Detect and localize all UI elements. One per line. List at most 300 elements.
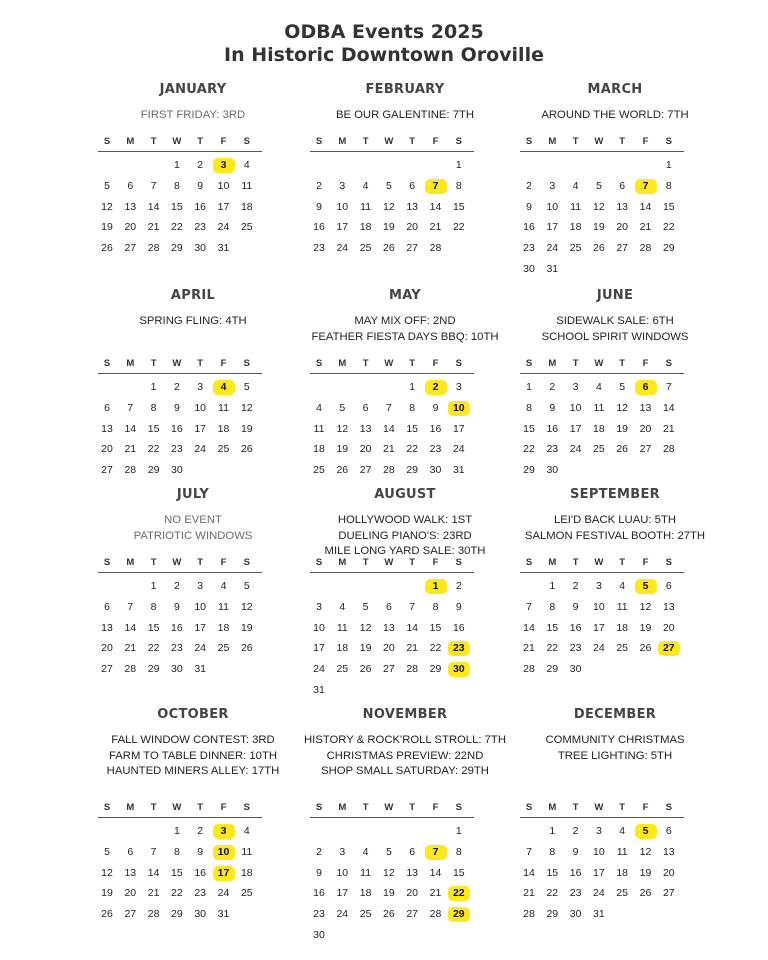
month-name: SEPTEMBER <box>570 487 660 502</box>
day-cell: 21 <box>639 221 652 234</box>
day-cell: 22 <box>171 221 183 234</box>
day-cell: 22 <box>147 642 160 655</box>
day-cell: 25 <box>359 242 372 255</box>
month-name: NOVEMBER <box>362 707 448 722</box>
day-cell: 11 <box>241 179 253 192</box>
day-cell-event: 29 <box>448 907 470 922</box>
day-cell: 23 <box>569 887 582 900</box>
day-cell: 23 <box>171 443 183 456</box>
day-cell: 20 <box>383 642 395 655</box>
day-cell: 14 <box>124 422 137 435</box>
day-cell: 1 <box>150 381 157 393</box>
event-line: SALMON FESTIVAL BOOTH: 27TH <box>524 529 706 542</box>
day-cell: 18 <box>359 221 372 234</box>
day-cell: 9 <box>572 845 579 858</box>
day-cell: 22 <box>662 221 675 234</box>
day-cell: 17 <box>593 866 605 879</box>
event-line: SCHOOL SPIRIT WINDOWS <box>541 330 689 343</box>
day-cell: 19 <box>383 221 395 234</box>
day-cell: 12 <box>639 845 652 858</box>
day-cell: 23 <box>313 242 325 255</box>
weekday-label: W <box>594 802 604 813</box>
day-cell: 8 <box>173 179 180 192</box>
day-cell: 11 <box>616 845 628 858</box>
day-cell: 2 <box>316 845 322 858</box>
day-cell: 19 <box>616 422 629 435</box>
day-cell: 4 <box>572 179 579 192</box>
weekday-label: T <box>197 802 204 813</box>
day-cell: 28 <box>147 242 160 255</box>
weekday-label: M <box>126 136 135 147</box>
weekday-label: W <box>384 802 394 813</box>
weekday-label: T <box>197 557 204 568</box>
day-cell-event: 5 <box>635 824 657 839</box>
weekday-header <box>310 802 476 816</box>
day-cell: 23 <box>194 221 207 234</box>
weekday-header <box>520 802 686 816</box>
weekday-rule <box>98 151 262 152</box>
day-cell: 14 <box>147 200 160 213</box>
day-cell: 25 <box>217 443 230 456</box>
day-cell: 11 <box>593 401 605 414</box>
day-cell: 29 <box>171 242 183 255</box>
day-cell: 5 <box>104 179 110 192</box>
weekday-label: F <box>642 358 649 369</box>
weekday-label: T <box>197 358 204 369</box>
weekday-label: F <box>642 136 649 147</box>
day-cell: 4 <box>339 600 346 613</box>
month-name: JANUARY <box>159 82 227 97</box>
day-cell: 25 <box>240 221 253 234</box>
day-cell: 5 <box>104 845 110 858</box>
day-cell: 13 <box>639 401 652 414</box>
weekday-label: T <box>362 136 369 147</box>
day-cell: 28 <box>406 663 419 676</box>
day-cell: 30 <box>194 242 207 255</box>
weekday-label: F <box>220 136 227 147</box>
day-cell: 9 <box>197 179 204 192</box>
day-cell: 14 <box>124 621 137 634</box>
day-cell: 27 <box>406 908 419 921</box>
day-cell: 3 <box>197 381 204 393</box>
day-cell: 17 <box>336 221 349 234</box>
day-cell: 30 <box>569 663 582 676</box>
day-cell: 21 <box>406 642 419 655</box>
day-cell: 19 <box>240 621 253 634</box>
day-cell: 2 <box>455 580 462 592</box>
day-cell: 5 <box>385 179 392 192</box>
day-cell: 2 <box>173 381 180 393</box>
day-cell: 13 <box>616 200 629 213</box>
day-cell: 21 <box>124 443 137 456</box>
weekday-rule <box>98 817 262 818</box>
day-cell: 29 <box>546 663 559 676</box>
month-name: JUNE <box>596 288 634 303</box>
day-cell-event: 4 <box>213 380 235 395</box>
weekday-label: S <box>665 557 672 568</box>
day-cell: 10 <box>313 621 325 634</box>
month-events <box>290 314 520 345</box>
weekday-label: W <box>172 557 182 568</box>
day-cell: 24 <box>546 242 559 255</box>
day-cell: 20 <box>101 443 113 456</box>
day-cell: 14 <box>662 401 675 414</box>
day-cell: 26 <box>101 908 113 921</box>
day-cell: 21 <box>523 642 535 655</box>
day-cell: 22 <box>171 887 183 900</box>
day-cell: 16 <box>171 422 183 435</box>
weekday-label: S <box>525 136 533 147</box>
day-cell: 12 <box>359 621 372 634</box>
event-line: HAUNTED MINERS ALLEY: 17TH <box>106 765 280 777</box>
event-line: TREE LIGHTING: 5TH <box>557 749 673 762</box>
day-cell: 9 <box>316 200 322 213</box>
day-cell: 1 <box>173 159 180 171</box>
day-cell: 10 <box>593 845 605 858</box>
day-cell: 9 <box>572 600 579 613</box>
day-cell: 1 <box>150 580 157 592</box>
weekday-label: S <box>455 358 462 369</box>
day-cell: 24 <box>217 887 230 900</box>
weekday-label: W <box>172 358 182 369</box>
weekday-label: T <box>572 557 579 568</box>
day-cell: 17 <box>569 422 582 435</box>
day-cell: 12 <box>101 866 113 879</box>
day-cell: 4 <box>220 580 227 592</box>
day-cell: 5 <box>243 580 250 592</box>
day-cell: 6 <box>127 179 134 192</box>
weekday-label: S <box>525 358 533 369</box>
weekday-label: S <box>243 557 250 568</box>
day-cell: 26 <box>616 443 629 456</box>
day-cell: 26 <box>240 642 253 655</box>
day-cell: 21 <box>662 422 675 435</box>
day-cell-event: 7 <box>635 179 657 194</box>
day-cell: 12 <box>383 200 395 213</box>
day-cell: 11 <box>360 200 372 213</box>
day-cell: 1 <box>526 381 532 393</box>
day-cell: 29 <box>406 464 419 477</box>
day-cell: 15 <box>171 200 183 213</box>
day-cell: 29 <box>429 663 442 676</box>
day-cell: 28 <box>124 464 137 477</box>
weekday-label: W <box>594 557 604 568</box>
weekday-label: T <box>619 802 626 813</box>
day-cell: 26 <box>593 242 605 255</box>
day-cell: 23 <box>313 908 325 921</box>
event-line: CHRISTMAS PREVIEW: 22ND <box>326 749 484 762</box>
day-cell: 5 <box>595 179 602 192</box>
day-cell: 1 <box>455 825 462 837</box>
weekday-label: T <box>150 358 157 369</box>
day-cell: 11 <box>336 621 348 634</box>
day-cell: 30 <box>429 464 442 477</box>
day-cell: 8 <box>150 600 157 613</box>
day-cell: 10 <box>194 600 207 613</box>
weekday-label: S <box>243 802 250 813</box>
day-cell: 16 <box>569 621 582 634</box>
day-cell: 20 <box>406 221 419 234</box>
day-cell: 2 <box>173 580 180 592</box>
day-cell: 30 <box>523 263 535 275</box>
weekday-rule <box>520 817 684 818</box>
month-name: APRIL <box>170 288 216 303</box>
weekday-label: F <box>220 557 227 568</box>
day-cell: 8 <box>665 179 672 192</box>
day-cell-event: 10 <box>448 401 470 416</box>
weekday-label: T <box>619 136 626 147</box>
day-cell: 10 <box>217 179 230 192</box>
day-cell: 16 <box>313 221 325 234</box>
day-cell: 4 <box>316 401 322 414</box>
day-cell: 29 <box>171 908 183 921</box>
weekday-label: W <box>594 136 604 147</box>
weekday-label: F <box>220 802 227 813</box>
weekday-label: S <box>103 358 111 369</box>
day-cell-event: 3 <box>213 824 235 839</box>
weekday-label: S <box>525 802 533 813</box>
day-cell: 29 <box>147 464 160 477</box>
day-cell: 23 <box>546 443 559 456</box>
day-cell: 8 <box>455 845 462 858</box>
day-cell: 9 <box>197 845 204 858</box>
day-cell: 27 <box>124 242 137 255</box>
weekday-rule <box>310 572 474 573</box>
day-cell: 21 <box>147 887 160 900</box>
month-name: FEBRUARY <box>365 82 445 97</box>
day-cell: 4 <box>619 580 626 592</box>
event-line: SPRING FLING: 4TH <box>139 315 247 327</box>
weekday-label: T <box>409 136 416 147</box>
day-cell: 19 <box>639 866 652 879</box>
weekday-rule <box>310 817 474 818</box>
day-cell-event: 23 <box>448 641 470 656</box>
day-cell: 25 <box>616 642 629 655</box>
event-line: HOLLYWOOD WALK: 1ST <box>337 514 473 526</box>
day-cell: 16 <box>429 422 442 435</box>
event-line: FIRST FRIDAY: 3RD <box>140 109 246 121</box>
weekday-rule <box>310 373 474 374</box>
day-cell-event: 6 <box>635 380 657 395</box>
day-cell: 10 <box>336 866 349 879</box>
day-cell: 23 <box>429 443 442 456</box>
day-cell: 14 <box>523 621 535 634</box>
day-cell: 21 <box>523 887 535 900</box>
day-cell: 13 <box>359 422 372 435</box>
day-cell: 28 <box>383 464 395 477</box>
day-cell: 3 <box>455 381 462 393</box>
day-cell: 30 <box>313 929 325 941</box>
day-cell: 1 <box>665 159 672 171</box>
day-cell: 24 <box>336 908 349 921</box>
day-cell: 28 <box>523 663 535 676</box>
weekday-rule <box>520 151 684 152</box>
day-cell: 25 <box>569 242 582 255</box>
day-cell: 26 <box>639 642 652 655</box>
weekday-label: F <box>432 358 439 369</box>
day-cell: 25 <box>313 464 325 477</box>
month-events <box>290 108 520 124</box>
day-cell: 21 <box>147 221 160 234</box>
day-cell: 5 <box>385 845 392 858</box>
day-cell: 23 <box>569 642 582 655</box>
day-cell: 3 <box>549 179 556 192</box>
day-cell: 14 <box>147 866 160 879</box>
weekday-header <box>98 557 264 571</box>
day-cell: 28 <box>429 908 442 921</box>
weekday-label: T <box>150 136 157 147</box>
day-cell: 16 <box>313 887 325 900</box>
day-cell: 19 <box>336 443 349 456</box>
day-cell: 6 <box>104 600 110 613</box>
day-cell: 14 <box>523 866 535 879</box>
weekday-header <box>520 557 686 571</box>
day-cell: 6 <box>127 845 134 858</box>
weekday-label: F <box>432 136 439 147</box>
day-cell: 20 <box>639 422 652 435</box>
day-cell: 3 <box>197 580 204 592</box>
day-cell: 27 <box>124 908 137 921</box>
day-cell: 24 <box>593 887 605 900</box>
day-cell: 4 <box>595 381 602 393</box>
weekday-label: W <box>384 136 394 147</box>
day-cell: 20 <box>124 221 137 234</box>
day-cell: 13 <box>101 422 113 435</box>
day-cell: 26 <box>383 242 395 255</box>
day-cell: 25 <box>336 663 349 676</box>
day-cell: 6 <box>619 179 626 192</box>
weekday-header <box>520 136 686 150</box>
weekday-label: F <box>432 802 439 813</box>
day-cell: 28 <box>523 908 535 921</box>
day-cell: 27 <box>639 443 652 456</box>
day-cell: 25 <box>217 642 230 655</box>
day-cell: 6 <box>409 845 416 858</box>
day-cell: 28 <box>639 242 652 255</box>
day-cell: 13 <box>124 866 137 879</box>
page-title-line-1: ODBA Events 2025 <box>284 21 484 43</box>
weekday-label: W <box>172 802 182 813</box>
day-cell: 13 <box>662 600 675 613</box>
event-line: HISTORY & ROCK'ROLL STROLL: 7TH <box>303 734 506 746</box>
month-events <box>78 314 308 330</box>
day-cell: 24 <box>593 642 605 655</box>
weekday-label: F <box>220 358 227 369</box>
day-cell: 7 <box>409 600 416 613</box>
month-name: OCTOBER <box>157 707 229 722</box>
day-cell: 21 <box>429 887 442 900</box>
weekday-header <box>310 358 476 372</box>
day-cell: 29 <box>523 464 535 477</box>
weekday-label: F <box>642 802 649 813</box>
weekday-header <box>520 358 686 372</box>
day-cell: 9 <box>173 401 180 414</box>
weekday-label: S <box>525 557 533 568</box>
day-cell: 31 <box>452 464 465 477</box>
weekday-label: T <box>409 557 416 568</box>
day-cell: 31 <box>593 908 605 921</box>
day-cell: 6 <box>385 600 392 613</box>
event-line: AROUND THE WORLD: 7TH <box>541 109 689 121</box>
month-events <box>78 733 308 780</box>
day-cell: 12 <box>240 401 253 414</box>
day-cell: 4 <box>362 845 369 858</box>
day-cell: 19 <box>240 422 253 435</box>
day-cell-event: 27 <box>658 641 680 656</box>
month-events <box>500 314 730 345</box>
weekday-label: S <box>103 557 111 568</box>
day-cell: 20 <box>662 621 675 634</box>
weekday-label: T <box>572 358 579 369</box>
month-events <box>500 513 730 544</box>
day-cell: 19 <box>639 621 652 634</box>
day-cell: 12 <box>383 866 395 879</box>
weekday-rule <box>520 572 684 573</box>
day-cell: 21 <box>383 443 395 456</box>
month-name: DECEMBER <box>573 707 657 722</box>
day-cell-event: 10 <box>213 845 235 860</box>
event-line: COMMUNITY CHRISTMAS <box>545 734 685 746</box>
day-cell: 14 <box>639 200 652 213</box>
day-cell-event: 7 <box>425 179 447 194</box>
day-cell: 3 <box>339 179 346 192</box>
day-cell: 18 <box>593 422 605 435</box>
event-line: FALL WINDOW CONTEST: 3RD <box>111 734 275 746</box>
day-cell-event: 1 <box>425 579 447 594</box>
day-cell: 18 <box>240 866 253 879</box>
day-cell: 21 <box>429 221 442 234</box>
event-line: NO EVENT <box>164 514 222 526</box>
day-cell: 30 <box>171 663 183 676</box>
weekday-label: S <box>665 358 672 369</box>
day-cell: 11 <box>218 401 229 414</box>
day-cell: 20 <box>616 221 629 234</box>
day-cell: 17 <box>336 887 349 900</box>
day-cell: 27 <box>616 242 629 255</box>
day-cell-event: 22 <box>448 886 470 901</box>
day-cell: 1 <box>455 159 462 171</box>
day-cell-event: 2 <box>425 380 447 395</box>
day-cell: 8 <box>150 401 157 414</box>
day-cell: 6 <box>665 580 672 592</box>
day-cell-event: 3 <box>213 158 235 173</box>
day-cell: 8 <box>455 179 462 192</box>
weekday-label: M <box>338 557 347 568</box>
weekday-label: T <box>150 802 157 813</box>
month-name: MARCH <box>587 82 643 97</box>
weekday-header <box>310 136 476 150</box>
day-cell: 16 <box>194 866 207 879</box>
day-cell: 12 <box>593 200 605 213</box>
day-cell: 2 <box>197 159 204 171</box>
weekday-label: T <box>197 136 204 147</box>
day-cell: 2 <box>572 580 579 592</box>
weekday-label: M <box>126 358 135 369</box>
day-cell: 15 <box>662 200 675 213</box>
day-cell: 6 <box>362 401 369 414</box>
weekday-label: T <box>362 358 369 369</box>
day-cell: 17 <box>217 200 230 213</box>
day-cell: 7 <box>526 600 532 613</box>
day-cell: 27 <box>359 464 372 477</box>
day-cell: 5 <box>619 381 626 393</box>
weekday-label: T <box>619 358 626 369</box>
day-cell: 24 <box>194 642 207 655</box>
weekday-label: S <box>665 136 672 147</box>
day-cell: 29 <box>662 242 675 255</box>
day-cell: 18 <box>359 887 372 900</box>
day-cell: 21 <box>124 642 137 655</box>
